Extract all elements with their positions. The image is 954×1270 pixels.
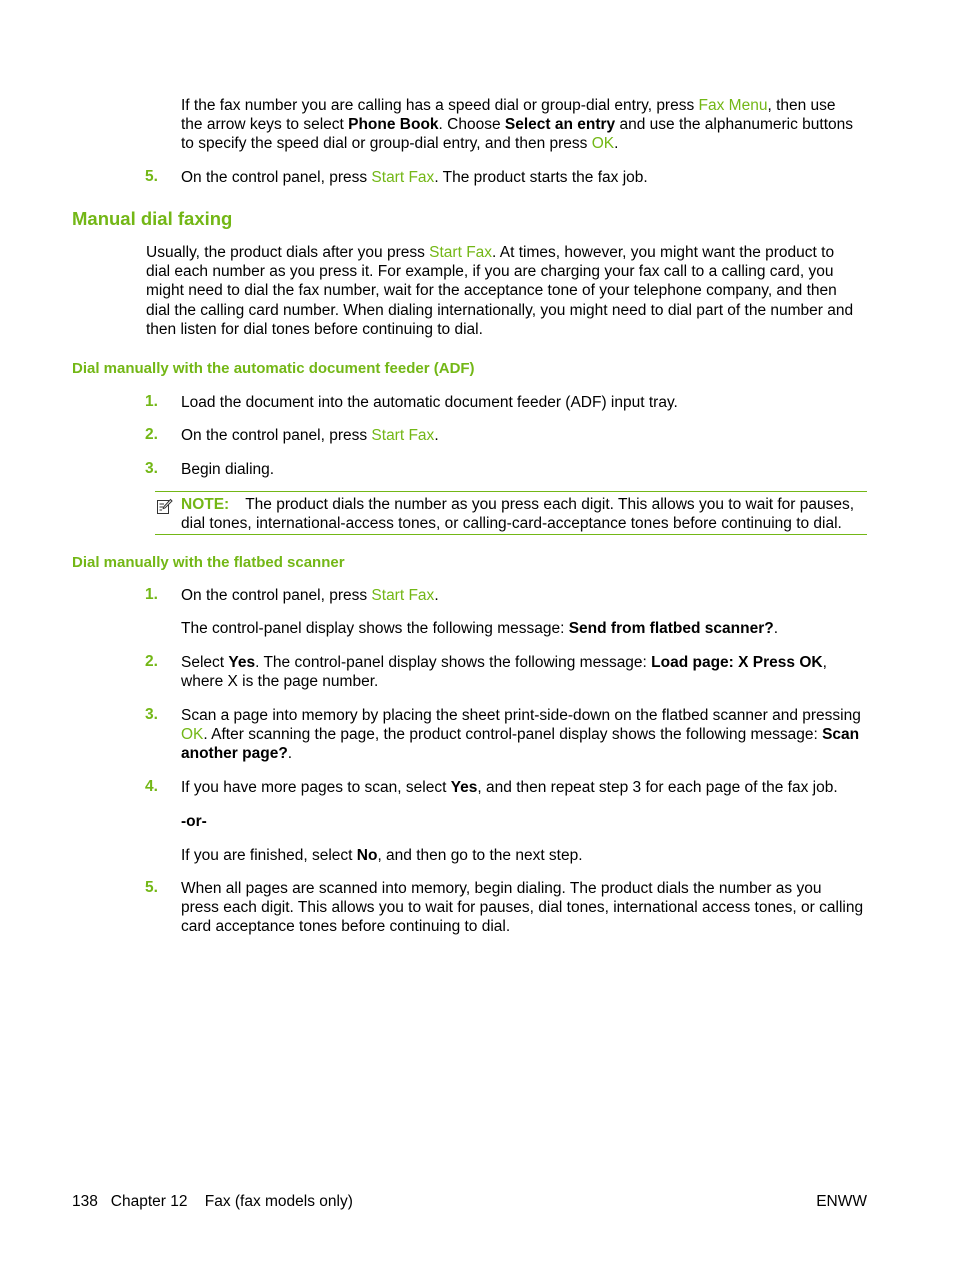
text: to specify the speed dial or group-dial entry, and then press	[181, 135, 592, 153]
adf-step3-text: Begin dialing.	[181, 461, 275, 478]
or-separator: -or-	[181, 813, 207, 830]
page-number: 138	[72, 1193, 98, 1210]
step5-line-1: When all pages are scanned into memory, begin dialing. The product dials the number as you	[181, 880, 822, 897]
display-message: Send from flatbed scanner?	[568, 620, 774, 637]
text: the arrow keys to select	[181, 116, 349, 134]
ok-button-ref: OK	[591, 135, 615, 153]
note-box	[155, 491, 867, 535]
start-fax-button-ref: Start Fax	[371, 427, 435, 444]
text: , and then repeat step 3 for each page of the fax job.	[477, 779, 838, 796]
manual-line-3: might need to dial the fax number, wait for the acceptance tone of your telephone company, and then	[146, 282, 837, 300]
footer-right: ENWW	[816, 1193, 867, 1210]
note-label: NOTE:	[181, 496, 230, 513]
text: The control-panel display shows the following message:	[181, 620, 569, 637]
intro-line-2	[181, 115, 871, 134]
yes-term: Yes	[450, 779, 478, 796]
text: . After scanning the page, the product control-panel display shows the following message:	[203, 726, 823, 744]
subsection-heading-flatbed: Dial manually with the flatbed scanner	[72, 554, 345, 571]
text: Usually, the product dials after you press	[146, 244, 430, 261]
select-entry-term: Select an entry	[504, 116, 616, 134]
text: .	[287, 745, 293, 763]
note-line-1	[181, 495, 867, 514]
display-message: another page?	[181, 745, 288, 763]
text: On the control panel, press	[181, 169, 372, 186]
step3-line-2	[181, 725, 871, 744]
step-number: 4.	[145, 778, 158, 795]
chapter-label: Chapter 12	[110, 1193, 188, 1210]
note-text	[181, 495, 867, 533]
text: and use the alphanumeric buttons	[615, 116, 854, 134]
start-fax-button-ref: Start Fax	[371, 587, 435, 604]
step-number: 3.	[145, 460, 158, 477]
text: . At times, however, you might want the product to	[492, 244, 835, 261]
intro-line-3	[181, 134, 871, 153]
text: , and then go to the next step.	[377, 847, 583, 864]
flatbed-step4-text	[181, 778, 838, 797]
subsection-heading-adf: Dial manually with the automatic document feeder (ADF)	[72, 360, 475, 377]
footer-left	[72, 1193, 353, 1211]
intro-paragraph	[181, 96, 871, 154]
ok-button-ref: OK	[181, 726, 204, 744]
adf-step2-text	[181, 426, 439, 445]
text: .	[434, 587, 439, 604]
manual-paragraph	[146, 243, 871, 339]
text: , then use	[767, 97, 836, 114]
step5-line-2: press each digit. This allows you to wait for pauses, dial tones, international access tones, or calling	[181, 899, 864, 917]
step-number: 5.	[145, 879, 158, 896]
text: .	[773, 620, 779, 637]
flatbed-step1-sub	[181, 619, 778, 638]
text: On the control panel, press	[181, 587, 372, 604]
step-number: 3.	[145, 706, 158, 723]
step2-line-2: where X is the page number.	[181, 673, 379, 691]
step-number: 2.	[145, 653, 158, 670]
fax-menu-button-ref: Fax Menu	[698, 97, 768, 114]
text: ,	[822, 654, 827, 671]
text: .	[434, 427, 439, 444]
text: On the control panel, press	[181, 427, 372, 444]
flatbed-step5-text	[181, 879, 871, 937]
display-message: Load page: X Press OK	[651, 654, 823, 671]
text: . The product starts the fax job.	[434, 169, 648, 186]
text: If you have more pages to scan, select	[181, 779, 451, 796]
flatbed-step1-text	[181, 586, 439, 605]
text: .	[614, 135, 619, 153]
step5-text	[181, 168, 648, 187]
text: If you are finished, select	[181, 847, 357, 864]
text: Select	[181, 654, 229, 671]
yes-term: Yes	[228, 654, 256, 671]
step-number: 1.	[145, 393, 158, 410]
step3-line-1: Scan a page into memory by placing the sheet print-side-down on the flatbed scanner and pressing	[181, 707, 861, 724]
section-heading: Manual dial faxing	[72, 208, 233, 229]
text: If the fax number you are calling has a speed dial or group-dial entry, press	[181, 97, 699, 114]
text: The product dials the number as you press each digit. This allows you to wait for pauses,	[245, 496, 855, 513]
manual-line-2: dial each number as you press it. For example, if you are charging your fax call to a calling card, you	[146, 263, 834, 281]
manual-line-1	[146, 243, 871, 262]
phone-book-term: Phone Book	[348, 116, 439, 134]
step2-line-1	[181, 653, 871, 672]
start-fax-button-ref: Start Fax	[429, 244, 493, 261]
adf-step1-text: Load the document into the automatic document feeder (ADF) input tray.	[181, 394, 678, 411]
text: . The control-panel display shows the following message:	[255, 654, 652, 671]
step3-line-3	[181, 744, 871, 763]
step5-line-3: card acceptance tones before continuing to dial.	[181, 918, 511, 936]
flatbed-step2-text	[181, 653, 871, 691]
display-message: Scan	[822, 726, 860, 744]
intro-line-1	[181, 96, 871, 115]
manual-line-5: then listen for dial tones before continuing to dial.	[146, 320, 483, 338]
flatbed-step4-alt	[181, 846, 583, 865]
note-line-2: dial tones, international-access tones, or calling-card-acceptance tones before continuing to dial.	[181, 515, 842, 533]
text: . Choose	[438, 116, 505, 134]
step-number: 1.	[145, 586, 158, 603]
start-fax-button-ref: Start Fax	[371, 169, 435, 186]
step-number: 5.	[145, 168, 158, 185]
chapter-title: Fax (fax models only)	[204, 1193, 353, 1210]
no-term: No	[356, 847, 378, 864]
flatbed-step3-text	[181, 706, 871, 764]
step-number: 2.	[145, 426, 158, 443]
note-icon	[156, 498, 173, 515]
manual-line-4: dial the calling card number. When dialing internationally, you might need to dial part of the number and	[146, 301, 854, 319]
